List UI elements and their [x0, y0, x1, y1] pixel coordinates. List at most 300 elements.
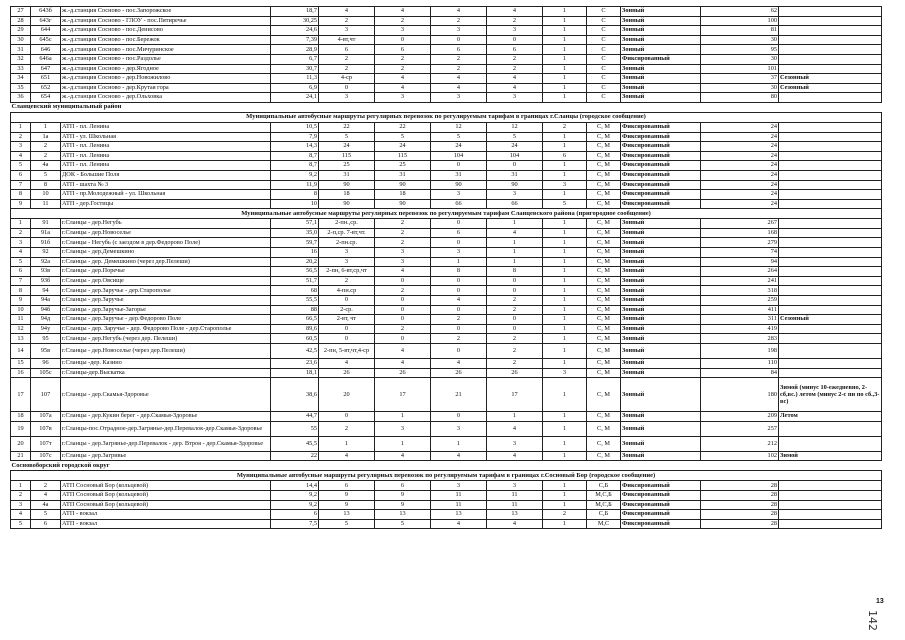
table-cell: 2	[319, 276, 375, 286]
table-cell	[779, 54, 882, 64]
table-cell: 4а	[31, 161, 61, 171]
table-row	[11, 257, 882, 267]
table-cell: 21	[11, 451, 31, 461]
table-cell: 1	[543, 93, 587, 103]
table-cell: 3	[487, 93, 543, 103]
table-cell: Фиксированный	[621, 132, 701, 142]
table-cell: Фиксированный	[621, 481, 701, 491]
table-cell: 1	[543, 7, 587, 17]
table-cell: 101	[701, 64, 779, 74]
table-cell: 35	[11, 83, 31, 93]
table-cell: 44,7	[271, 412, 319, 422]
table-cell: 3	[375, 93, 431, 103]
table-cell: 90	[375, 180, 431, 190]
table-row	[11, 151, 882, 161]
table-cell: 4	[319, 451, 375, 461]
table-cell: 110	[701, 359, 779, 369]
table-cell	[779, 296, 882, 306]
table-cell: С, М	[587, 378, 621, 412]
table-cell: 33	[11, 64, 31, 74]
table-cell: 2	[487, 334, 543, 344]
table-cell: С, М	[587, 451, 621, 461]
table-cell: 3	[431, 248, 487, 258]
table-cell: 1	[375, 412, 431, 422]
table-cell: ДОК - Большие Поля	[61, 170, 271, 180]
table-row	[11, 248, 882, 258]
table-cell: 24	[431, 142, 487, 152]
table-cell: 6	[375, 481, 431, 491]
table-cell: 0	[431, 35, 487, 45]
table-cell: 646	[31, 45, 61, 55]
table-cell: 11	[431, 490, 487, 500]
table-cell: 90	[431, 180, 487, 190]
table-cell: 4	[487, 228, 543, 238]
table-cell: 180	[701, 378, 779, 412]
table-cell: 66,5	[271, 315, 319, 325]
table-cell: Зонный	[621, 359, 701, 369]
table-cell: ж.-д.станция Сосново - дер.Ягодное	[61, 64, 271, 74]
table-cell: 3	[431, 421, 487, 436]
table-cell: 5	[319, 132, 375, 142]
table-cell: 4	[11, 510, 31, 520]
table-row	[11, 142, 882, 152]
table-cell: 2	[431, 54, 487, 64]
table-cell: 14	[11, 344, 31, 359]
table-row	[11, 26, 882, 36]
table-cell: 90	[375, 199, 431, 209]
table-cell: 1а	[31, 132, 61, 142]
table-cell: г.Сланцы - дер.Скамья-Здоровье	[61, 378, 271, 412]
table-cell: Фиксированный	[621, 142, 701, 152]
table-cell: 1	[543, 16, 587, 26]
table-cell: 95	[31, 334, 61, 344]
table-cell: 93в	[31, 267, 61, 277]
table-cell: 94	[31, 286, 61, 296]
table-cell: 3	[11, 500, 31, 510]
table-row	[11, 324, 882, 334]
table-cell	[779, 238, 882, 248]
table-cell: 19	[11, 421, 31, 436]
table-cell: Фиксированный	[621, 151, 701, 161]
table-cell: 4	[375, 7, 431, 17]
table-cell: 105с	[31, 368, 61, 378]
table-cell: 643г	[31, 16, 61, 26]
table-cell: 20,2	[271, 257, 319, 267]
table-cell: Фиксированный	[621, 54, 701, 64]
table-cell: АТП - пл. Ленина	[61, 151, 271, 161]
table-cell: 1	[543, 74, 587, 84]
table-cell: С, М	[587, 286, 621, 296]
table-cell: АТП - пр.Молодежный - ул. Школьная	[61, 190, 271, 200]
table-cell: 42,5	[271, 344, 319, 359]
table-row	[11, 315, 882, 325]
table-cell: 94у	[31, 324, 61, 334]
table-cell: С, М	[587, 359, 621, 369]
table-cell: Зонный	[621, 74, 701, 84]
table-cell: 8	[487, 267, 543, 277]
table-cell: 209	[701, 412, 779, 422]
table-cell: 13	[487, 510, 543, 520]
table-cell: 6	[431, 45, 487, 55]
table-cell: С, М	[587, 180, 621, 190]
table-row	[11, 334, 882, 344]
table-caption-text: Муниципальные автобусные маршруты регулярных перевозок по регулируемым тарифам Сланцевского района (пригородное сообщение)	[11, 209, 882, 219]
table-cell: 102	[701, 451, 779, 461]
table-cell: 18,7	[271, 7, 319, 17]
table-cell: Зонный	[621, 228, 701, 238]
table-cell: С	[587, 35, 621, 45]
table-cell: С, М	[587, 248, 621, 258]
table-cell: 4-пн.ср	[319, 286, 375, 296]
table-cell: С, М	[587, 199, 621, 209]
table-cell: 4	[487, 7, 543, 17]
table-cell: 11	[487, 500, 543, 510]
table-row	[11, 74, 882, 84]
table-cell: С	[587, 64, 621, 74]
table-cell: ж.-д.станция Сосново - пос.Запорожское	[61, 7, 271, 17]
table-cell: 3	[543, 180, 587, 190]
table-cell: 2	[487, 305, 543, 315]
table-cell: 95	[701, 45, 779, 55]
table-cell: 1	[543, 142, 587, 152]
table-cell: Зонный	[621, 93, 701, 103]
table-cell: 2	[375, 64, 431, 74]
table-cell: 100	[701, 16, 779, 26]
table-cell: 0	[319, 334, 375, 344]
table-caption	[11, 112, 882, 122]
table-cell: 1	[543, 248, 587, 258]
table-cell: 2	[31, 481, 61, 491]
table-cell	[779, 170, 882, 180]
table-cell: 4	[375, 359, 431, 369]
table-cell: 645с	[31, 35, 61, 45]
table-cell	[779, 151, 882, 161]
table-cell: М,С	[587, 519, 621, 529]
table-cell: 94	[701, 257, 779, 267]
table-cell: 24,1	[271, 93, 319, 103]
table-cell: Фиксированный	[621, 510, 701, 520]
table-cell: г.Сланцы - дер.Поречье	[61, 267, 271, 277]
table-cell	[779, 324, 882, 334]
table-cell: Сезонный	[779, 83, 882, 93]
table-cell: г.Сланцы - дер.Негубь	[61, 219, 271, 229]
table-cell: 0	[319, 296, 375, 306]
table-cell: г.Сланцы-пос.Отрадное-дер.Загрянье-дер.Перевалок-дер.Скамья-Здоровье	[61, 421, 271, 436]
table-cell: Зонный	[621, 368, 701, 378]
table-cell: 30	[701, 83, 779, 93]
table-row	[11, 276, 882, 286]
table-cell: 8	[11, 190, 31, 200]
table-cell	[779, 421, 882, 436]
table-cell: 7	[11, 276, 31, 286]
table-cell: г.Сланцы - дер.Новоселье (через дер.Пелеши)	[61, 344, 271, 359]
table-cell: 643б	[31, 7, 61, 17]
table-row	[11, 7, 882, 17]
table-cell: 1	[11, 122, 31, 132]
table-cell: 24	[701, 142, 779, 152]
table-cell: 0	[375, 276, 431, 286]
table-cell: 6	[319, 45, 375, 55]
table-cell: С, М	[587, 276, 621, 286]
table-row	[11, 359, 882, 369]
table-cell: 57,1	[271, 219, 319, 229]
table-cell: 5	[31, 170, 61, 180]
table-cell	[779, 122, 882, 132]
table-cell: 4	[487, 451, 543, 461]
table-cell: Зонный	[621, 315, 701, 325]
table-cell: 5	[11, 161, 31, 171]
table-cell: 3	[431, 26, 487, 36]
table-cell: С, М	[587, 132, 621, 142]
table-cell: 92	[31, 248, 61, 258]
table-cell: 0	[431, 305, 487, 315]
table-row	[11, 305, 882, 315]
table-row	[11, 286, 882, 296]
table-cell: 6,9	[271, 83, 319, 93]
table-cell: 3	[487, 481, 543, 491]
table-cell: 9	[375, 490, 431, 500]
table-cell: 1	[543, 132, 587, 142]
table-cell: 1	[543, 190, 587, 200]
table-cell: С, М	[587, 190, 621, 200]
table-cell: 28,9	[271, 45, 319, 55]
table-cell: 1	[543, 324, 587, 334]
table-cell: 411	[701, 305, 779, 315]
table-cell: ж.-д.станция Сосново - дер.Крутая гора	[61, 83, 271, 93]
table-cell: 3	[431, 190, 487, 200]
table-cell: 1	[543, 296, 587, 306]
table-cell: 94д	[31, 315, 61, 325]
table-cell	[779, 481, 882, 491]
table-cell: 1	[543, 257, 587, 267]
table-cell: 24	[319, 142, 375, 152]
table-cell	[779, 248, 882, 258]
table-cell: 16	[11, 368, 31, 378]
table-row	[11, 436, 882, 451]
table-cell: 0	[375, 296, 431, 306]
table-cell: 2	[375, 286, 431, 296]
table-cell: 13	[11, 334, 31, 344]
table-cell: 2	[543, 510, 587, 520]
table-cell: 56,5	[271, 267, 319, 277]
table-cell: Зонный	[621, 267, 701, 277]
table-cell: 2	[31, 151, 61, 161]
table-cell: 11,3	[271, 74, 319, 84]
table-cell: Зонный	[621, 378, 701, 412]
table-cell: 107а	[31, 412, 61, 422]
table-cell: 94а	[31, 296, 61, 306]
table-cell: 24	[701, 180, 779, 190]
table-cell: 0	[431, 324, 487, 334]
table-cell	[779, 7, 882, 17]
table-row	[11, 510, 882, 520]
table-cell: 5	[375, 132, 431, 142]
table-cell: 91б	[31, 238, 61, 248]
table-cell: 3	[543, 368, 587, 378]
table-cell: 31	[487, 170, 543, 180]
table-cell: 93б	[31, 276, 61, 286]
table-cell: 0	[487, 161, 543, 171]
table-cell: 2	[31, 142, 61, 152]
table-cell: 5	[11, 519, 31, 529]
table-cell	[779, 344, 882, 359]
table-cell: 212	[701, 436, 779, 451]
table-cell: 5	[543, 199, 587, 209]
table-cell: г.Сланцы - дер.Кукин берег - дер.Скамья-Здоровье	[61, 412, 271, 422]
table-cell: 4	[431, 519, 487, 529]
table-cell: 26	[487, 368, 543, 378]
table-cell: 318	[701, 286, 779, 296]
table-row	[11, 122, 882, 132]
table-cell: 14,4	[271, 481, 319, 491]
table-cell	[779, 257, 882, 267]
table-cell: 4	[11, 248, 31, 258]
table-cell: 104	[431, 151, 487, 161]
table-cell: 28	[701, 519, 779, 529]
table-cell: М,С,Б	[587, 500, 621, 510]
table-cell: 22	[375, 122, 431, 132]
table-cell: 21	[431, 378, 487, 412]
table-cell: 3	[319, 248, 375, 258]
table-cell: Зонный	[621, 324, 701, 334]
table-cell: 51,7	[271, 276, 319, 286]
table-cell: С	[587, 7, 621, 17]
table-cell: 18	[319, 190, 375, 200]
table-cell	[779, 359, 882, 369]
table-cell	[779, 286, 882, 296]
table-cell: Фиксированный	[621, 500, 701, 510]
table-cell	[779, 16, 882, 26]
table-cell: 16	[271, 248, 319, 258]
table-cell: 1	[487, 219, 543, 229]
table-body	[11, 7, 882, 529]
table-cell: 2	[431, 16, 487, 26]
table-cell: 2	[487, 296, 543, 306]
table-cell: 1	[543, 276, 587, 286]
table-cell: С, М	[587, 344, 621, 359]
table-cell: 0	[487, 315, 543, 325]
table-cell: Зонный	[621, 286, 701, 296]
table-cell: С, М	[587, 305, 621, 315]
table-cell: 7,5	[271, 519, 319, 529]
table-cell: 28	[701, 490, 779, 500]
table-cell: 3	[319, 26, 375, 36]
table-cell: 0	[487, 276, 543, 286]
table-cell: 1	[543, 64, 587, 74]
table-cell: 2	[11, 132, 31, 142]
section-heading-text: Сланцевский муниципальный район	[11, 102, 882, 112]
table-cell: 30,25	[271, 16, 319, 26]
table-cell: Фиксированный	[621, 180, 701, 190]
table-cell: 9	[11, 199, 31, 209]
table-cell: 95в	[31, 344, 61, 359]
table-row	[11, 412, 882, 422]
table-cell: 7,9	[271, 132, 319, 142]
table-cell: 12	[431, 122, 487, 132]
table-cell: Зонный	[621, 35, 701, 45]
table-cell: Фиксированный	[621, 519, 701, 529]
table-cell: 1	[11, 481, 31, 491]
table-cell: 11	[31, 199, 61, 209]
table-cell: 0	[319, 324, 375, 334]
table-cell: ж.-д.станция Сосново - дер.Новожилово	[61, 74, 271, 84]
table-cell: 4	[487, 421, 543, 436]
table-cell: 2	[431, 64, 487, 74]
table-cell: 25	[375, 161, 431, 171]
table-cell	[779, 180, 882, 190]
table-cell	[779, 519, 882, 529]
table-cell: 18,1	[271, 368, 319, 378]
table-cell: 1	[375, 436, 431, 451]
table-cell: 5	[375, 519, 431, 529]
table-cell: 8	[11, 286, 31, 296]
table-row	[11, 132, 882, 142]
table-cell: Зонный	[621, 451, 701, 461]
table-cell: 6,7	[271, 54, 319, 64]
table-cell: 6	[375, 45, 431, 55]
table-cell: 24	[701, 151, 779, 161]
table-cell	[779, 276, 882, 286]
table-cell: 90	[319, 199, 375, 209]
table-cell: 3	[11, 238, 31, 248]
table-cell: 0	[375, 305, 431, 315]
table-cell: 1	[543, 170, 587, 180]
table-cell: 1	[543, 421, 587, 436]
table-cell: 0	[431, 276, 487, 286]
table-cell: Зонный	[621, 64, 701, 74]
table-cell: 22	[319, 122, 375, 132]
page-number: 13	[876, 598, 884, 605]
table-cell: 2	[319, 16, 375, 26]
table-cell	[779, 142, 882, 152]
document-page	[10, 6, 881, 529]
table-cell: АТП Сосновый Бор (кольцевой)	[61, 500, 271, 510]
section-heading	[11, 461, 882, 471]
table-cell: 2-пн.ср.	[319, 238, 375, 248]
table-row	[11, 83, 882, 93]
table-cell: 0	[431, 286, 487, 296]
table-caption-text: Муниципальные автобусные маршруты регулярных перевозок по регулируемым тарифам в границах г.Сосновый Бор (городское сообщение)	[11, 471, 882, 481]
table-cell: Зонный	[621, 83, 701, 93]
table-cell	[779, 510, 882, 520]
table-cell: 1	[543, 451, 587, 461]
table-cell: 12	[11, 324, 31, 334]
table-cell: 2-вт, чт	[319, 315, 375, 325]
table-cell: Зонный	[621, 257, 701, 267]
table-cell: 3	[11, 142, 31, 152]
routes-table	[10, 6, 882, 529]
table-cell: 1	[487, 412, 543, 422]
table-cell: 66	[487, 199, 543, 209]
table-cell: 2	[431, 315, 487, 325]
table-cell: 6	[11, 170, 31, 180]
table-cell: 14,3	[271, 142, 319, 152]
handwritten-page-number: 142	[866, 610, 879, 631]
table-cell: 94б	[31, 305, 61, 315]
table-caption	[11, 209, 882, 219]
table-cell: 2	[431, 334, 487, 344]
table-cell: 1	[543, 359, 587, 369]
table-cell: 0	[319, 412, 375, 422]
table-row	[11, 490, 882, 500]
table-cell: 55,5	[271, 296, 319, 306]
table-cell: 37	[701, 74, 779, 84]
table-cell: 30	[11, 35, 31, 45]
table-cell: 2-пн, 5-вт,чт,4-ср	[319, 344, 375, 359]
table-cell: 68	[271, 286, 319, 296]
table-cell: 4	[487, 519, 543, 529]
table-cell: г.Сланцы-дер.Выскатка	[61, 368, 271, 378]
